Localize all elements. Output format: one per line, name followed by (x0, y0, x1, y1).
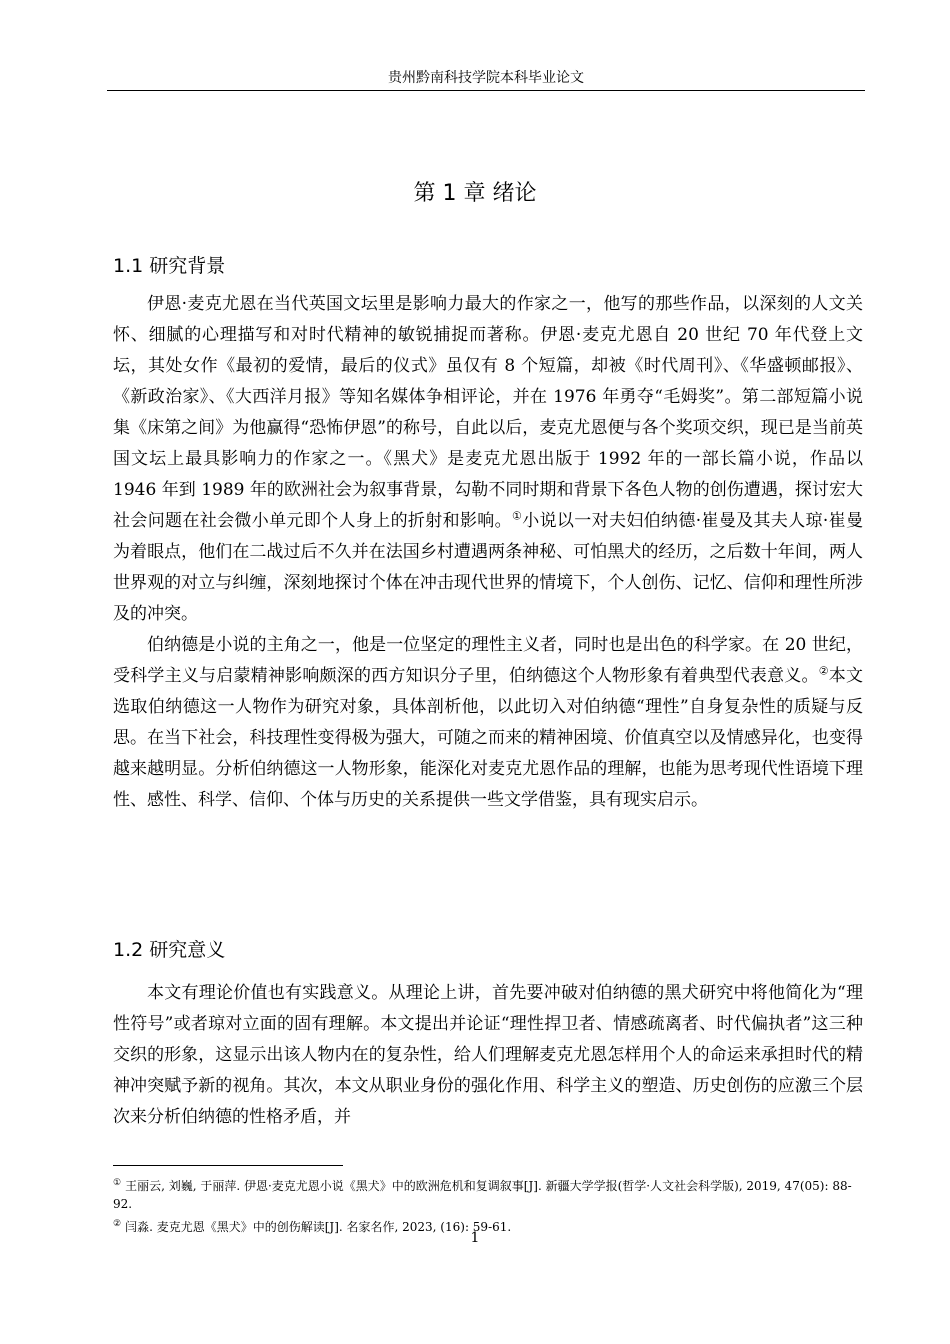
paragraph-text: 小说以一对夫妇伯纳德·崔曼及其夫人琼·崔曼为着眼点，他们在二战过后不久并在法国乡村遭遇两条神秘、可怕黑犬的经历，之后数十年间，两人世界观的对立与纠缠，深刻地探讨个体在冲击现代世界的情境下，个人创伤、记忆、信仰和理性所涉及的冲突。 (113, 511, 864, 624)
paragraph-text: 伊恩·麦克尤恩在当代英国文坛里是影响力最大的作家之一，他写的那些作品，以深刻的人文关怀、细腻的心理描写和对时代精神的敏锐捕捉而著称。伊恩·麦克尤恩自 20 世纪 70 年代登上文坛，其处女作《最初的爱情，最后的仪式》虽仅有 8 个短篇，却被《时代周刊》、《华盛顿邮报》、《新政治家》、《大西洋月报》等知名媒体争相评论，并在 1976 年勇夺“毛姆奖”。第二部短篇小说集《床第之间》为他赢得“恐怖伊恩”的称号，自此以后，麦克尤恩便与各个奖项交织，现已是当前英国文坛上最具影响力的作家之一。《黑犬》是麦克尤恩出版于 1992 年的一部长篇小说，作品以 1946 年到 1989 年的欧洲社会为叙事背景，勾勒不同时期和背景下各色人物的创伤遭遇，探讨宏大社会问题在社会微小单元即个人身上的折射和影响。 (113, 294, 863, 531)
footnote-ref-1[interactable]: ① (512, 509, 523, 523)
paragraph-text: 伯纳德是小说的主角之一，他是一位坚定的理性主义者，同时也是出色的科学家。在 20 世纪，受科学主义与启蒙精神影响颇深的西方知识分子里，伯纳德这个人物形象有着典型代表意义。 (113, 635, 863, 686)
footnote-mark: ① (113, 1178, 122, 1188)
chapter-title: 第 1 章 绪论 (413, 181, 537, 206)
paragraph-background-2 (113, 630, 863, 816)
section-background-body (113, 289, 863, 816)
footnote-mark: ② (113, 1219, 122, 1229)
paragraph-background-1 (113, 289, 863, 630)
footnote-1 (113, 1174, 853, 1213)
page-number: 1 (470, 1230, 480, 1246)
section-heading-background: 1.1 研究背景 (113, 255, 226, 277)
footnote-text: 闫淼. 麦克尤恩《黑犬》中的创伤解读[J]. 名家名作, 2023, (16): 59-61. (125, 1220, 512, 1234)
header-rule (107, 90, 865, 91)
footnote-ref-2[interactable]: ② (818, 664, 829, 678)
section-significance-body (113, 978, 863, 1133)
section-heading-significance: 1.2 研究意义 (113, 939, 226, 961)
paragraph-text: 本文选取伯纳德这一人物作为研究对象，具体剖析他，以此切入对伯纳德“理性”自身复杂性的质疑与反思。在当下社会，科技理性变得极为强大，可随之而来的精神困境、价值真空以及情感异化，也变得越来越明显。分析伯纳德这一人物形象，能深化对麦克尤恩作品的理解，也能为思考现代性语境下理性、感性、科学、信仰、个体与历史的关系提供一些文学借鉴，具有现实启示。 (113, 666, 863, 810)
paragraph-significance-1: 本文有理论价值也有实践意义。从理论上讲，首先要冲破对伯纳德的黑犬研究中将他简化为“理性符号”或者琼对立面的固有理解。本文提出并论证“理性捍卫者、情感疏离者、时代偏执者”这三种交织的形象，这显示出该人物内在的复杂性，给人们理解麦克尤恩怎样用个人的命运来承担时代的精神冲突赋予新的视角。其次，本文从职业身份的强化作用、科学主义的塑造、历史创伤的应激三个层次来分析伯纳德的性格矛盾，并 (113, 983, 863, 1127)
footnote-rule (113, 1165, 343, 1166)
running-header: 贵州黔南科技学院本科毕业论文 (388, 70, 584, 86)
footnote-text: 王丽云, 刘巍, 于丽萍. 伊恩·麦克尤恩小说《黑犬》中的欧洲危机和复调叙事[J]. 新疆大学学报(哲学·人文社会科学版), 2019, 47(05): 88-92. (113, 1179, 852, 1211)
